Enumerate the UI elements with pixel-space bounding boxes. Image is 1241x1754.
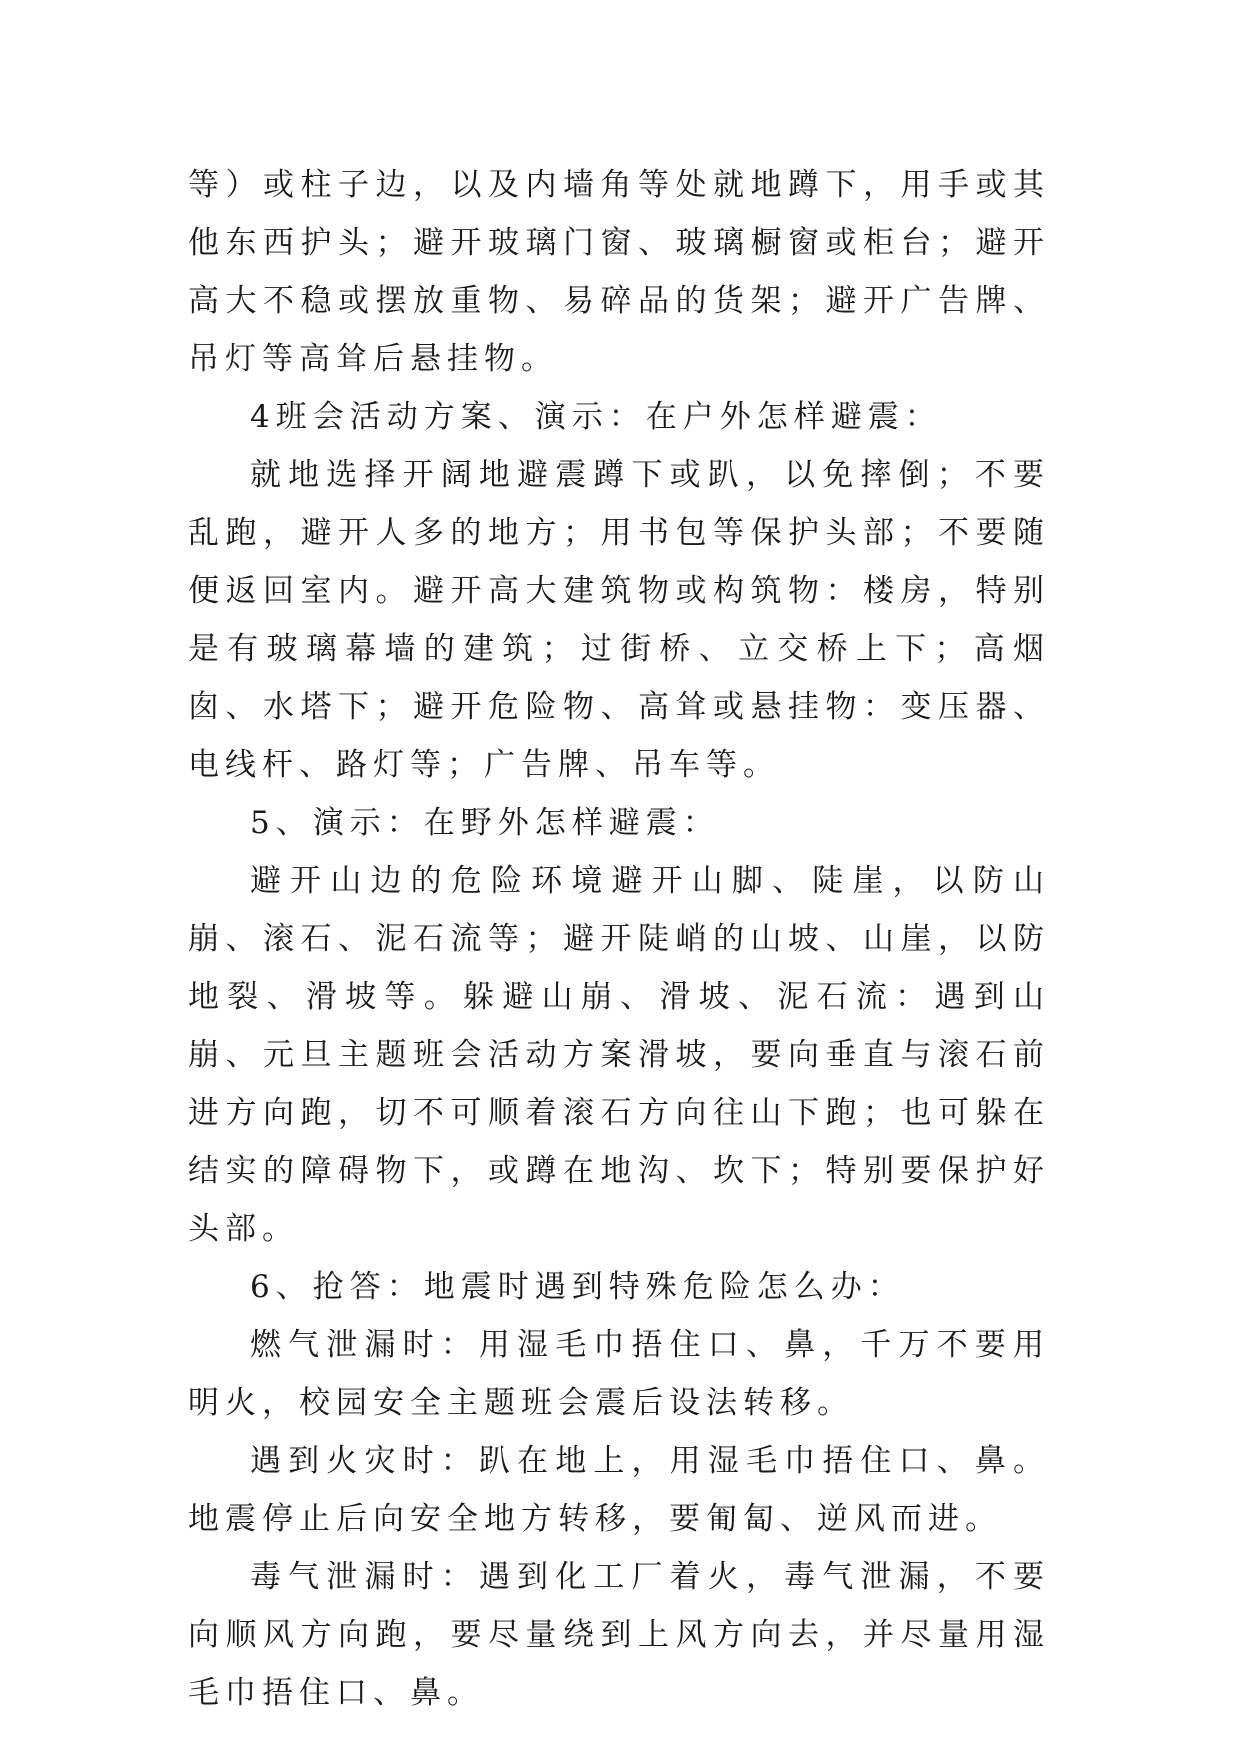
document-body — [188, 156, 1050, 1722]
section-heading: 6、抢答：地震时遇到特殊危险怎么办： — [250, 1269, 905, 1305]
paragraph: 等）或柱子边，以及内墙角等处就地蹲下，用手或其他东西护头；避开玻璃门窗、玻璃橱窗或柜台；避开高大不稳或摆放重物、易碎品的货架；避开广告牌、吊灯等高耸后悬挂物。 — [188, 167, 1050, 377]
section-heading: 4班会活动方案、演示：在户外怎样避震： — [250, 399, 942, 435]
paragraph: 燃气泄漏时：用湿毛巾捂住口、鼻，千万不要用明火，校园安全主题班会震后设法转移。 — [188, 1327, 1050, 1421]
paragraph: 遇到火灾时：趴在地上，用湿毛巾捂住口、鼻。地震停止后向安全地方转移，要匍匐、逆风而进。 — [188, 1443, 1050, 1537]
paragraph: 就地选择开阔地避震蹲下或趴，以免摔倒；不要乱跑，避开人多的地方；用书包等保护头部；不要随便返回室内。避开高大建筑物或构筑物：楼房，特别是有玻璃幕墙的建筑；过街桥、立交桥上下；高烟囱、水塔下；避开危险物、高耸或悬挂物：变压器、电线杆、路灯等；广告牌、吊车等。 — [188, 457, 1050, 783]
paragraph: 毒气泄漏时：遇到化工厂着火，毒气泄漏，不要向顺风方向跑，要尽量绕到上风方向去，并尽量用湿毛巾捂住口、鼻。 — [188, 1559, 1050, 1711]
section-heading: 5、演示：在野外怎样避震： — [250, 805, 720, 841]
paragraph: 避开山边的危险环境避开山脚、陡崖，以防山崩、滚石、泥石流等；避开陡峭的山坡、山崖，以防地裂、滑坡等。躲避山崩、滑坡、泥石流：遇到山崩、元旦主题班会活动方案滑坡，要向垂直与滚石前进方向跑，切不可顺着滚石方向往山下跑；也可躲在结实的障碍物下，或蹲在地沟、坎下；特别要保护好头部。 — [188, 863, 1050, 1247]
